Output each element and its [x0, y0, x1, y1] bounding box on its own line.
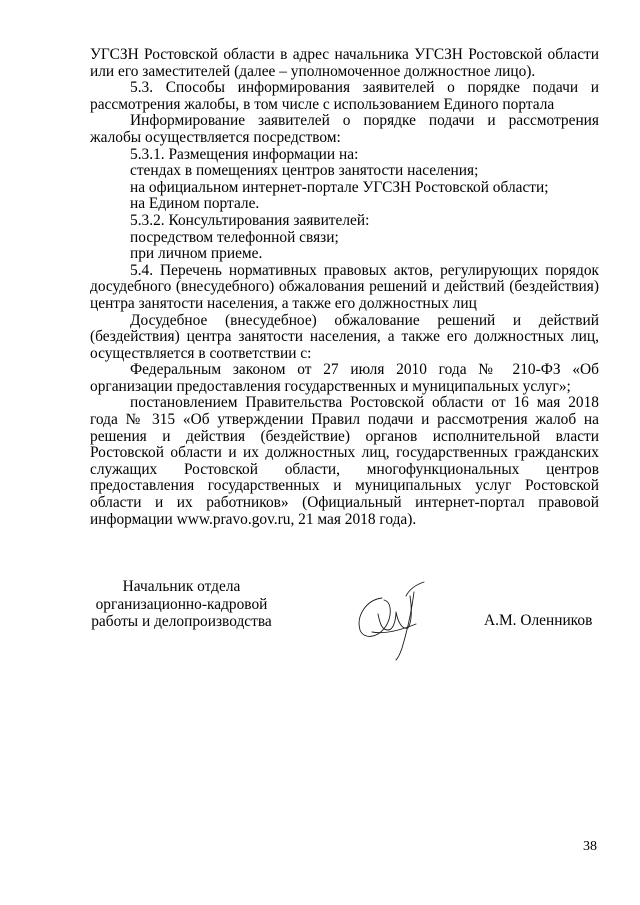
section-5-3-heading: 5.3. Способы информирования заявителей о порядке подачи и рассмотрения жалобы, в том числе с использованием Единого портала	[90, 79, 599, 113]
position-line: Начальник отдела	[122, 578, 241, 595]
list-item: на Едином портале.	[130, 195, 260, 213]
section-5-4-heading: 5.4. Перечень нормативных правовых актов, регулирующих порядок досудебного (внесудебного) обжалования решений и действий (бездействия) центра занятости населения, а также его должностных лиц	[90, 261, 599, 312]
subsection-5-3-1: 5.3.1. Размещения информации на:	[130, 145, 359, 163]
list-item: на официальном интернет-портале УГСЗН Ростовской области;	[130, 178, 549, 196]
list-item: стендах в помещениях центров занятости населения;	[130, 162, 479, 180]
list-item: при личном приеме.	[130, 245, 263, 263]
paragraph-informing: Информирование заявителей о порядке подачи и рассмотрения жалобы осуществляется посредством:	[90, 112, 599, 146]
resolution-reference: постановлением Правительства Ростовской области от 16 мая 2018 года № 315 «Об утверждении Правил подачи и рассмотрения жалоб на решения и действия (бездействие) органов исполнительной власти Ростовской области и их должностных лиц, государственных гражданских служащих Ростовской области, многофункциональных центров предоставления государственных и муниципальных услуг Ростовской области и их работников» (Официальный интернет-портал правовой информации www.pravo.gov.ru, 21 мая 2018 года).	[90, 394, 599, 528]
document-body	[90, 47, 599, 528]
paragraph-continuation: УГСЗН Ростовской области в адрес начальника УГСЗН Ростовской области или его заместителей (далее – уполномоченное должностное лицо).	[90, 46, 599, 80]
list-item: посредством телефонной связи;	[130, 228, 339, 246]
subsection-5-3-2: 5.3.2. Консультирования заявителей:	[130, 211, 370, 229]
paragraph-appeal: Досудебное (внесудебное) обжалование решений и действий (бездействия) центра занятости населения, а также его должностных лиц, осуществляется в соответствии с:	[90, 311, 599, 362]
law-reference: Федеральным законом от 27 июля 2010 года № 210-ФЗ «Об организации предоставления государственных и муниципальных услуг»;	[90, 361, 599, 395]
handwritten-signature	[352, 578, 434, 662]
position-line: организационно-кадровой	[95, 595, 268, 613]
page-number: 38	[583, 839, 597, 854]
position-line: работы и делопроизводства	[91, 613, 272, 630]
signatory-position	[88, 578, 275, 631]
signatory-name: А.М. Оленников	[484, 612, 593, 629]
